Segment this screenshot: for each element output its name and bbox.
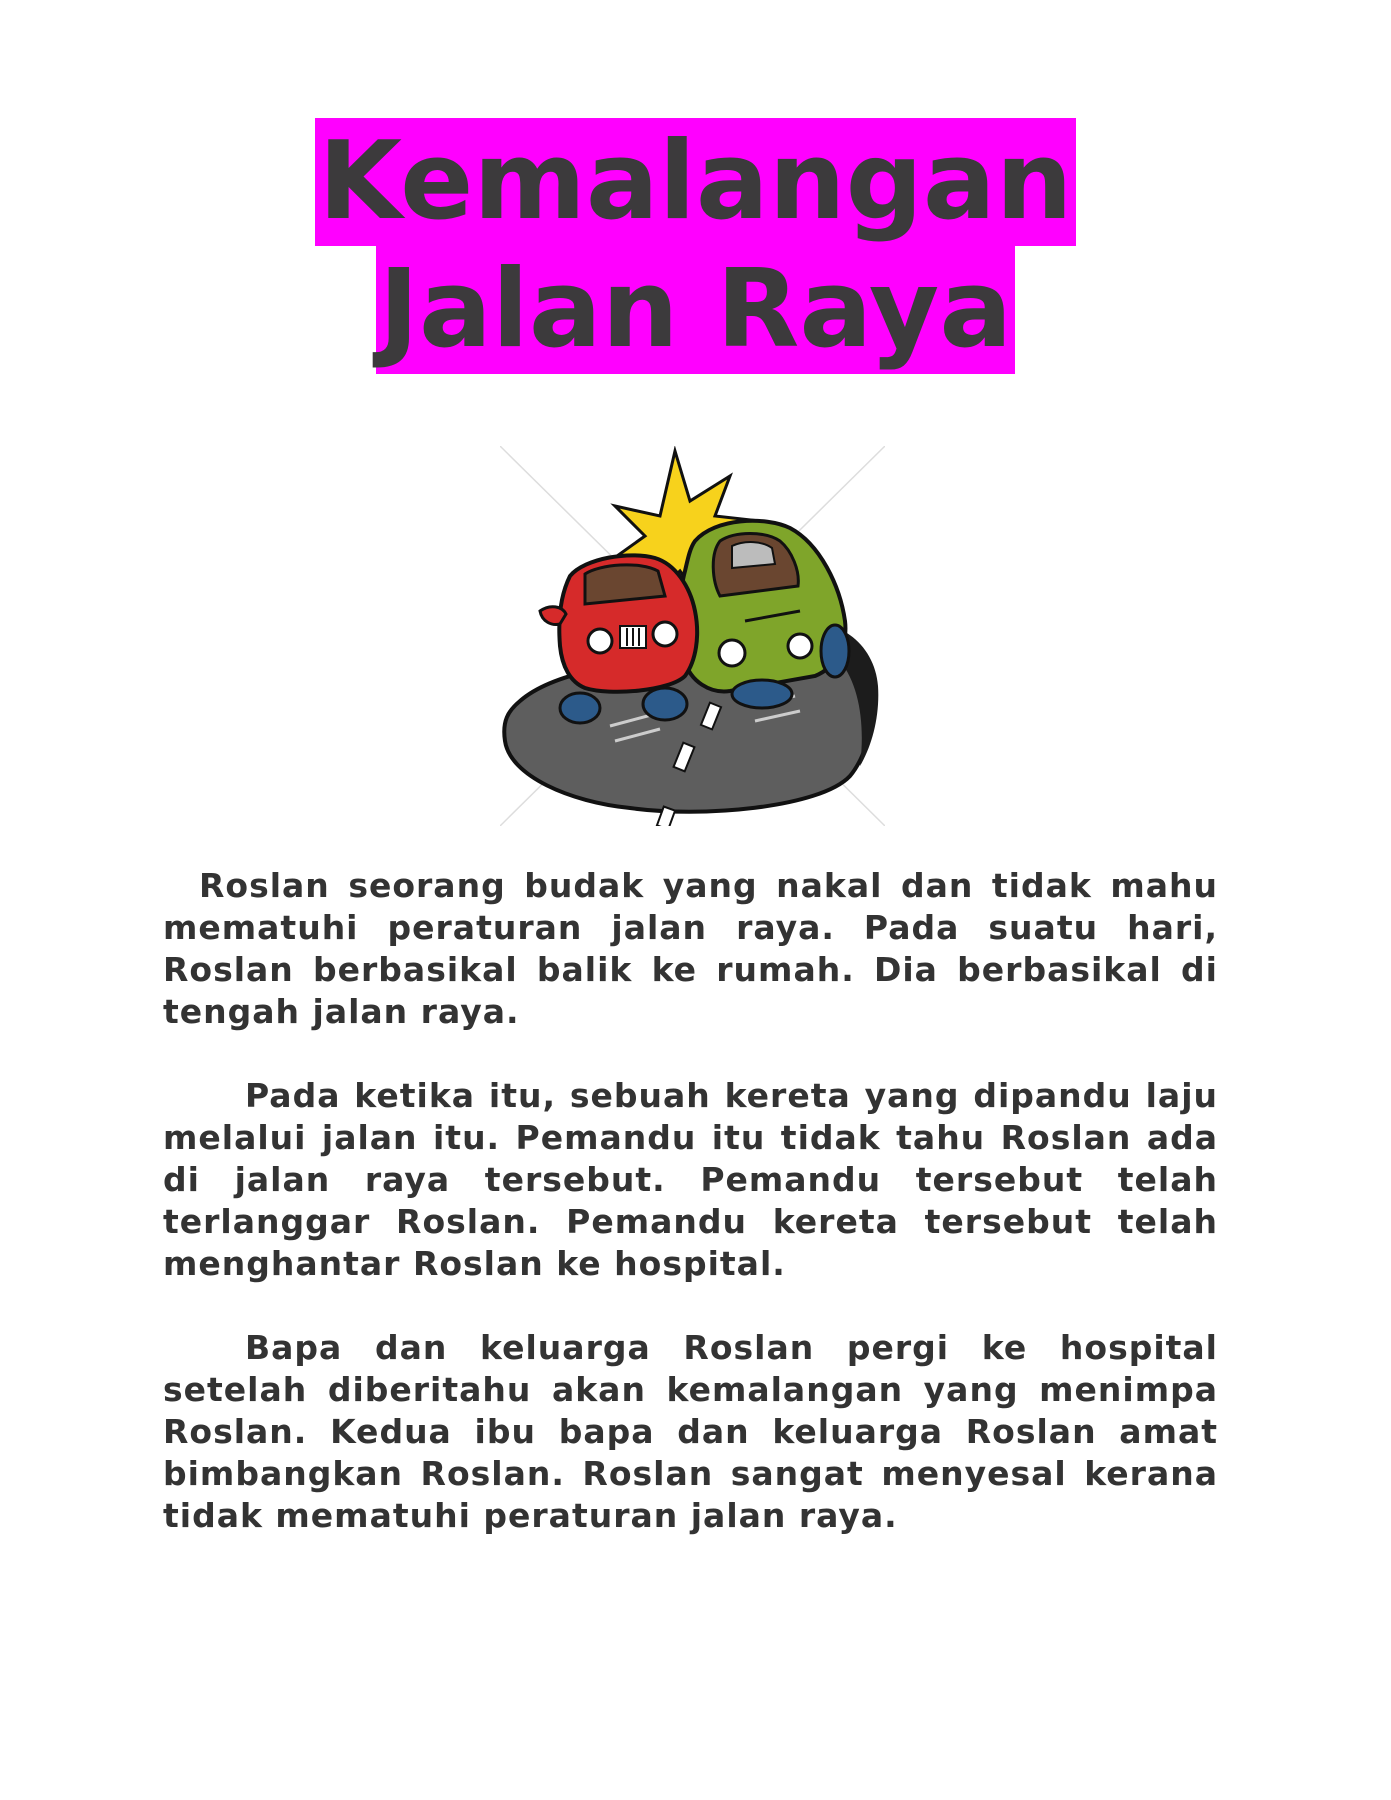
title-line-2: Jalan Raya: [376, 246, 1015, 374]
page-title: [0, 118, 1391, 374]
title-line-1: Kemalangan: [315, 118, 1075, 246]
paragraph-3: Bapa dan keluarga Roslan pergi ke hospital setelah diberitahu akan kemalangan yang menimpa Roslan. Kedua ibu bapa dan keluarga Roslan amat bimbangkan Roslan. Roslan sangat menyesal kerana tidak mematuhi peraturan jalan raya.: [163, 1328, 1218, 1535]
paragraph-1: Roslan seorang budak yang nakal dan tidak mahu mematuhi peraturan jalan raya. Pada suatu hari, Roslan berbasikal balik ke rumah. Dia berbasikal di tengah jalan raya.: [163, 866, 1218, 1031]
paragraph-2: Pada ketika itu, sebuah kereta yang dipandu laju melalui jalan itu. Pemandu itu tidak tahu Roslan ada di jalan raya tersebut. Pemandu tersebut telah terlanggar Roslan. Pemandu kereta tersebut telah menghantar Roslan ke hospital.: [163, 1076, 1218, 1283]
story-body: [163, 865, 1218, 1579]
car-crash-illustration: [500, 446, 885, 826]
